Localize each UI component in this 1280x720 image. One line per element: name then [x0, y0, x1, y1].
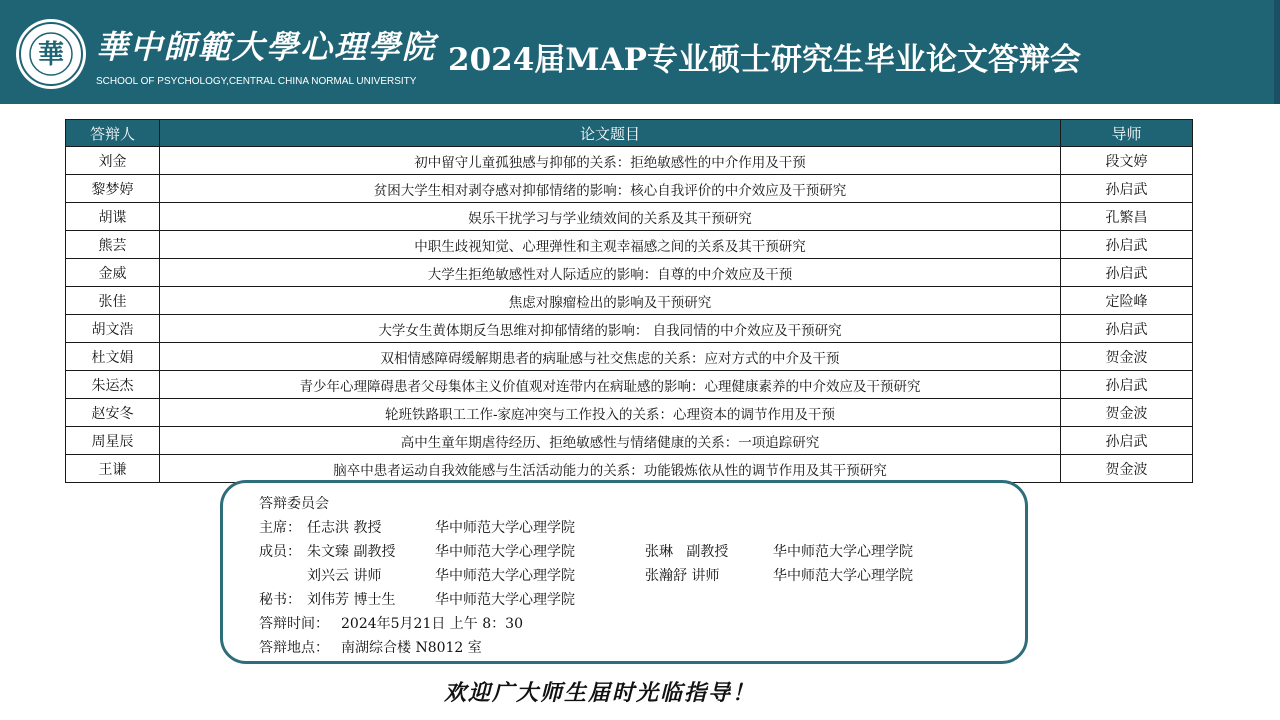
page-title: 2024届MAP专业硕士研究生毕业论文答辩会 [448, 42, 1081, 78]
time-label: 答辩时间： [259, 616, 329, 632]
presenter-cell: 张佳 [66, 287, 160, 315]
committee-title: 答辩委员会 [259, 496, 329, 512]
presenter-cell: 胡文浩 [66, 315, 160, 343]
presenter-cell: 杜文娟 [66, 343, 160, 371]
table-row [66, 455, 1193, 483]
header-topic: 论文题目 [160, 120, 1061, 147]
member-name: 张琳 副教授 [645, 544, 729, 560]
table-row [66, 231, 1193, 259]
table-row [66, 315, 1193, 343]
table-row [66, 175, 1193, 203]
header-presenter: 答辩人 [66, 120, 160, 147]
chair-name: 任志洪 教授 [307, 520, 382, 536]
presenter-cell: 胡谍 [66, 203, 160, 231]
chair-org: 华中师范大学心理学院 [435, 520, 575, 536]
table-row [66, 203, 1193, 231]
school-name-en: SCHOOL OF PSYCHOLOGY,CENTRAL CHINA NORMAL UNIVERSITY [96, 76, 417, 87]
presenter-cell: 赵安冬 [66, 399, 160, 427]
table-row [66, 343, 1193, 371]
location-label: 答辩地点： [259, 640, 329, 656]
committee-panel [220, 480, 1028, 664]
advisor-cell: 孔繁昌 [1061, 203, 1193, 231]
chair-label: 主席： [259, 520, 301, 536]
header-advisor: 导师 [1061, 120, 1193, 147]
welcome-footer: 欢迎广大师生届时光临指导！ [443, 680, 756, 706]
advisor-cell: 贺金波 [1061, 343, 1193, 371]
time-value: 2024年5月21日 上午 8：30 [341, 616, 523, 632]
topic-cell: 中职生歧视知觉、心理弹性和主观幸福感之间的关系及其干预研究 [160, 231, 1061, 259]
topic-cell: 轮班铁路职工工作-家庭冲突与工作投入的关系：心理资本的调节作用及干预 [160, 399, 1061, 427]
advisor-cell: 孙启武 [1061, 231, 1193, 259]
school-name-cn: 華中師範大學心理學院 [96, 28, 437, 66]
table-header-row [66, 120, 1193, 147]
presenter-cell: 黎梦婷 [66, 175, 160, 203]
university-logo-icon [15, 18, 87, 90]
topic-cell: 大学女生黄体期反刍思维对抑郁情绪的影响： 自我同情的中介效应及干预研究 [160, 315, 1061, 343]
presenter-cell: 朱运杰 [66, 371, 160, 399]
topic-cell: 焦虑对腺瘤检出的影响及干预研究 [160, 287, 1061, 315]
advisor-cell: 贺金波 [1061, 399, 1193, 427]
member-name: 张瀚舒 讲师 [645, 568, 720, 584]
advisor-cell: 孙启武 [1061, 175, 1193, 203]
advisor-cell: 孙启武 [1061, 259, 1193, 287]
member-name: 朱文臻 副教授 [307, 544, 396, 560]
header-edge-strip [1274, 0, 1280, 104]
topic-cell: 大学生拒绝敏感性对人际适应的影响：自尊的中介效应及干预 [160, 259, 1061, 287]
table-row [66, 399, 1193, 427]
secretary-name: 刘伟芳 博士生 [307, 592, 396, 608]
topic-cell: 高中生童年期虐待经历、拒绝敏感性与情绪健康的关系：一项追踪研究 [160, 427, 1061, 455]
table-row [66, 259, 1193, 287]
advisor-cell: 孙启武 [1061, 427, 1193, 455]
member-org: 华中师范大学心理学院 [773, 544, 913, 560]
advisor-cell: 孙启武 [1061, 315, 1193, 343]
presenter-cell: 王谦 [66, 455, 160, 483]
table-row [66, 427, 1193, 455]
member-org: 华中师范大学心理学院 [773, 568, 913, 584]
thesis-table [65, 119, 1193, 483]
member-org: 华中师范大学心理学院 [435, 568, 575, 584]
advisor-cell: 段文婷 [1061, 147, 1193, 175]
topic-cell: 脑卒中患者运动自我效能感与生活活动能力的关系：功能锻炼依从性的调节作用及其干预研究 [160, 455, 1061, 483]
logo-character: 華 [37, 40, 65, 70]
presenter-cell: 周星辰 [66, 427, 160, 455]
table-row [66, 147, 1193, 175]
location-value: 南湖综合楼 N8012 室 [341, 640, 482, 656]
advisor-cell: 孙启武 [1061, 371, 1193, 399]
presenter-cell: 金威 [66, 259, 160, 287]
topic-cell: 初中留守儿童孤独感与抑郁的关系：拒绝敏感性的中介作用及干预 [160, 147, 1061, 175]
secretary-label: 秘书： [259, 592, 301, 608]
header-banner [0, 0, 1280, 104]
table-row [66, 287, 1193, 315]
presenter-cell: 熊芸 [66, 231, 160, 259]
topic-cell: 双相情感障碍缓解期患者的病耻感与社交焦虑的关系：应对方式的中介及干预 [160, 343, 1061, 371]
member-name: 刘兴云 讲师 [307, 568, 382, 584]
advisor-cell: 贺金波 [1061, 455, 1193, 483]
table-row [66, 371, 1193, 399]
member-org: 华中师范大学心理学院 [435, 544, 575, 560]
topic-cell: 贫困大学生相对剥夺感对抑郁情绪的影响：核心自我评价的中介效应及干预研究 [160, 175, 1061, 203]
topic-cell: 青少年心理障碍患者父母集体主义价值观对连带内在病耻感的影响：心理健康素养的中介效应及干预研究 [160, 371, 1061, 399]
advisor-cell: 定险峰 [1061, 287, 1193, 315]
presenter-cell: 刘金 [66, 147, 160, 175]
topic-cell: 娱乐干扰学习与学业绩效间的关系及其干预研究 [160, 203, 1061, 231]
members-label: 成员： [259, 544, 301, 560]
secretary-org: 华中师范大学心理学院 [435, 592, 575, 608]
